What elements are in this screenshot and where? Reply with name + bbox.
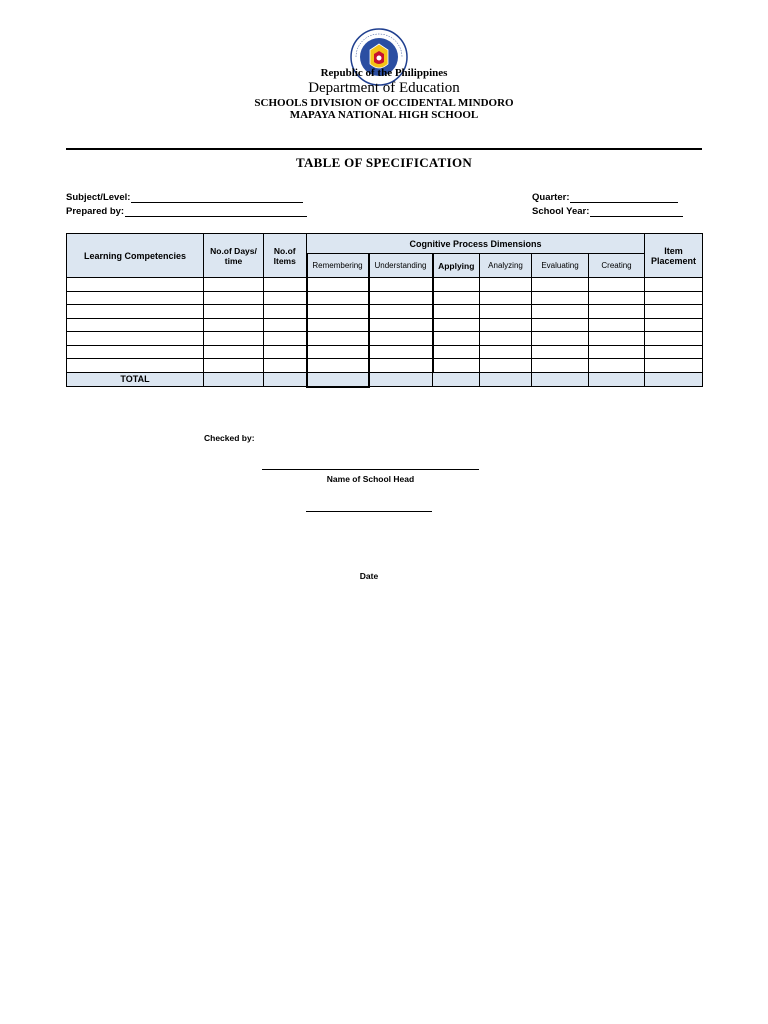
header-analyzing: Analyzing	[480, 254, 532, 278]
checked-by-label: Checked by:	[204, 433, 255, 443]
header-items: No.of Items	[264, 234, 307, 278]
division-name: SCHOOLS DIVISION OF OCCIDENTAL MINDORO	[254, 97, 514, 109]
header-evaluating: Evaluating	[532, 254, 589, 278]
table-row[interactable]	[67, 318, 703, 332]
table-row[interactable]	[67, 278, 703, 292]
subject-level-field[interactable]	[66, 192, 303, 203]
prepared-by-line[interactable]	[125, 207, 307, 217]
subject-level-label: Subject/Level:	[66, 192, 131, 203]
total-row	[67, 372, 703, 387]
header-creating: Creating	[589, 254, 645, 278]
prepared-by-label: Prepared by:	[66, 206, 125, 217]
school-head-label: Name of School Head	[326, 474, 415, 484]
prepared-by-field[interactable]	[66, 206, 307, 217]
date-label: Date	[359, 571, 379, 581]
school-head-signature-line[interactable]	[262, 469, 479, 470]
header-remembering: Remembering	[307, 254, 369, 278]
header-learning-competencies: Learning Competencies	[67, 234, 204, 278]
school-year-field[interactable]	[532, 206, 683, 217]
header-applying: Applying	[433, 254, 480, 278]
header-divider	[66, 148, 702, 150]
header-days: No.of Days/ time	[204, 234, 264, 278]
school-name: MAPAYA NATIONAL HIGH SCHOOL	[289, 109, 479, 121]
table-row[interactable]	[67, 291, 703, 305]
school-year-line[interactable]	[590, 207, 683, 217]
quarter-field[interactable]	[532, 192, 678, 203]
quarter-line[interactable]	[570, 193, 678, 203]
table-row[interactable]	[67, 332, 703, 346]
total-label: TOTAL	[67, 372, 204, 387]
date-signature-line[interactable]	[306, 511, 432, 512]
document-title: TABLE OF SPECIFICATION	[295, 155, 473, 170]
subject-level-line[interactable]	[131, 193, 303, 203]
specification-table	[66, 233, 703, 388]
department-name: Department of Education	[308, 80, 460, 96]
table-row[interactable]	[67, 305, 703, 319]
table-row[interactable]	[67, 359, 703, 373]
header-cognitive-dimensions: Cognitive Process Dimensions	[307, 234, 645, 254]
republic-line: Republic of the Philippines	[320, 67, 448, 79]
header-understanding: Understanding	[369, 254, 433, 278]
table-row[interactable]	[67, 345, 703, 359]
quarter-label: Quarter:	[532, 192, 570, 203]
school-year-label: School Year:	[532, 206, 590, 217]
header-item-placement: Item Placement	[645, 234, 703, 278]
